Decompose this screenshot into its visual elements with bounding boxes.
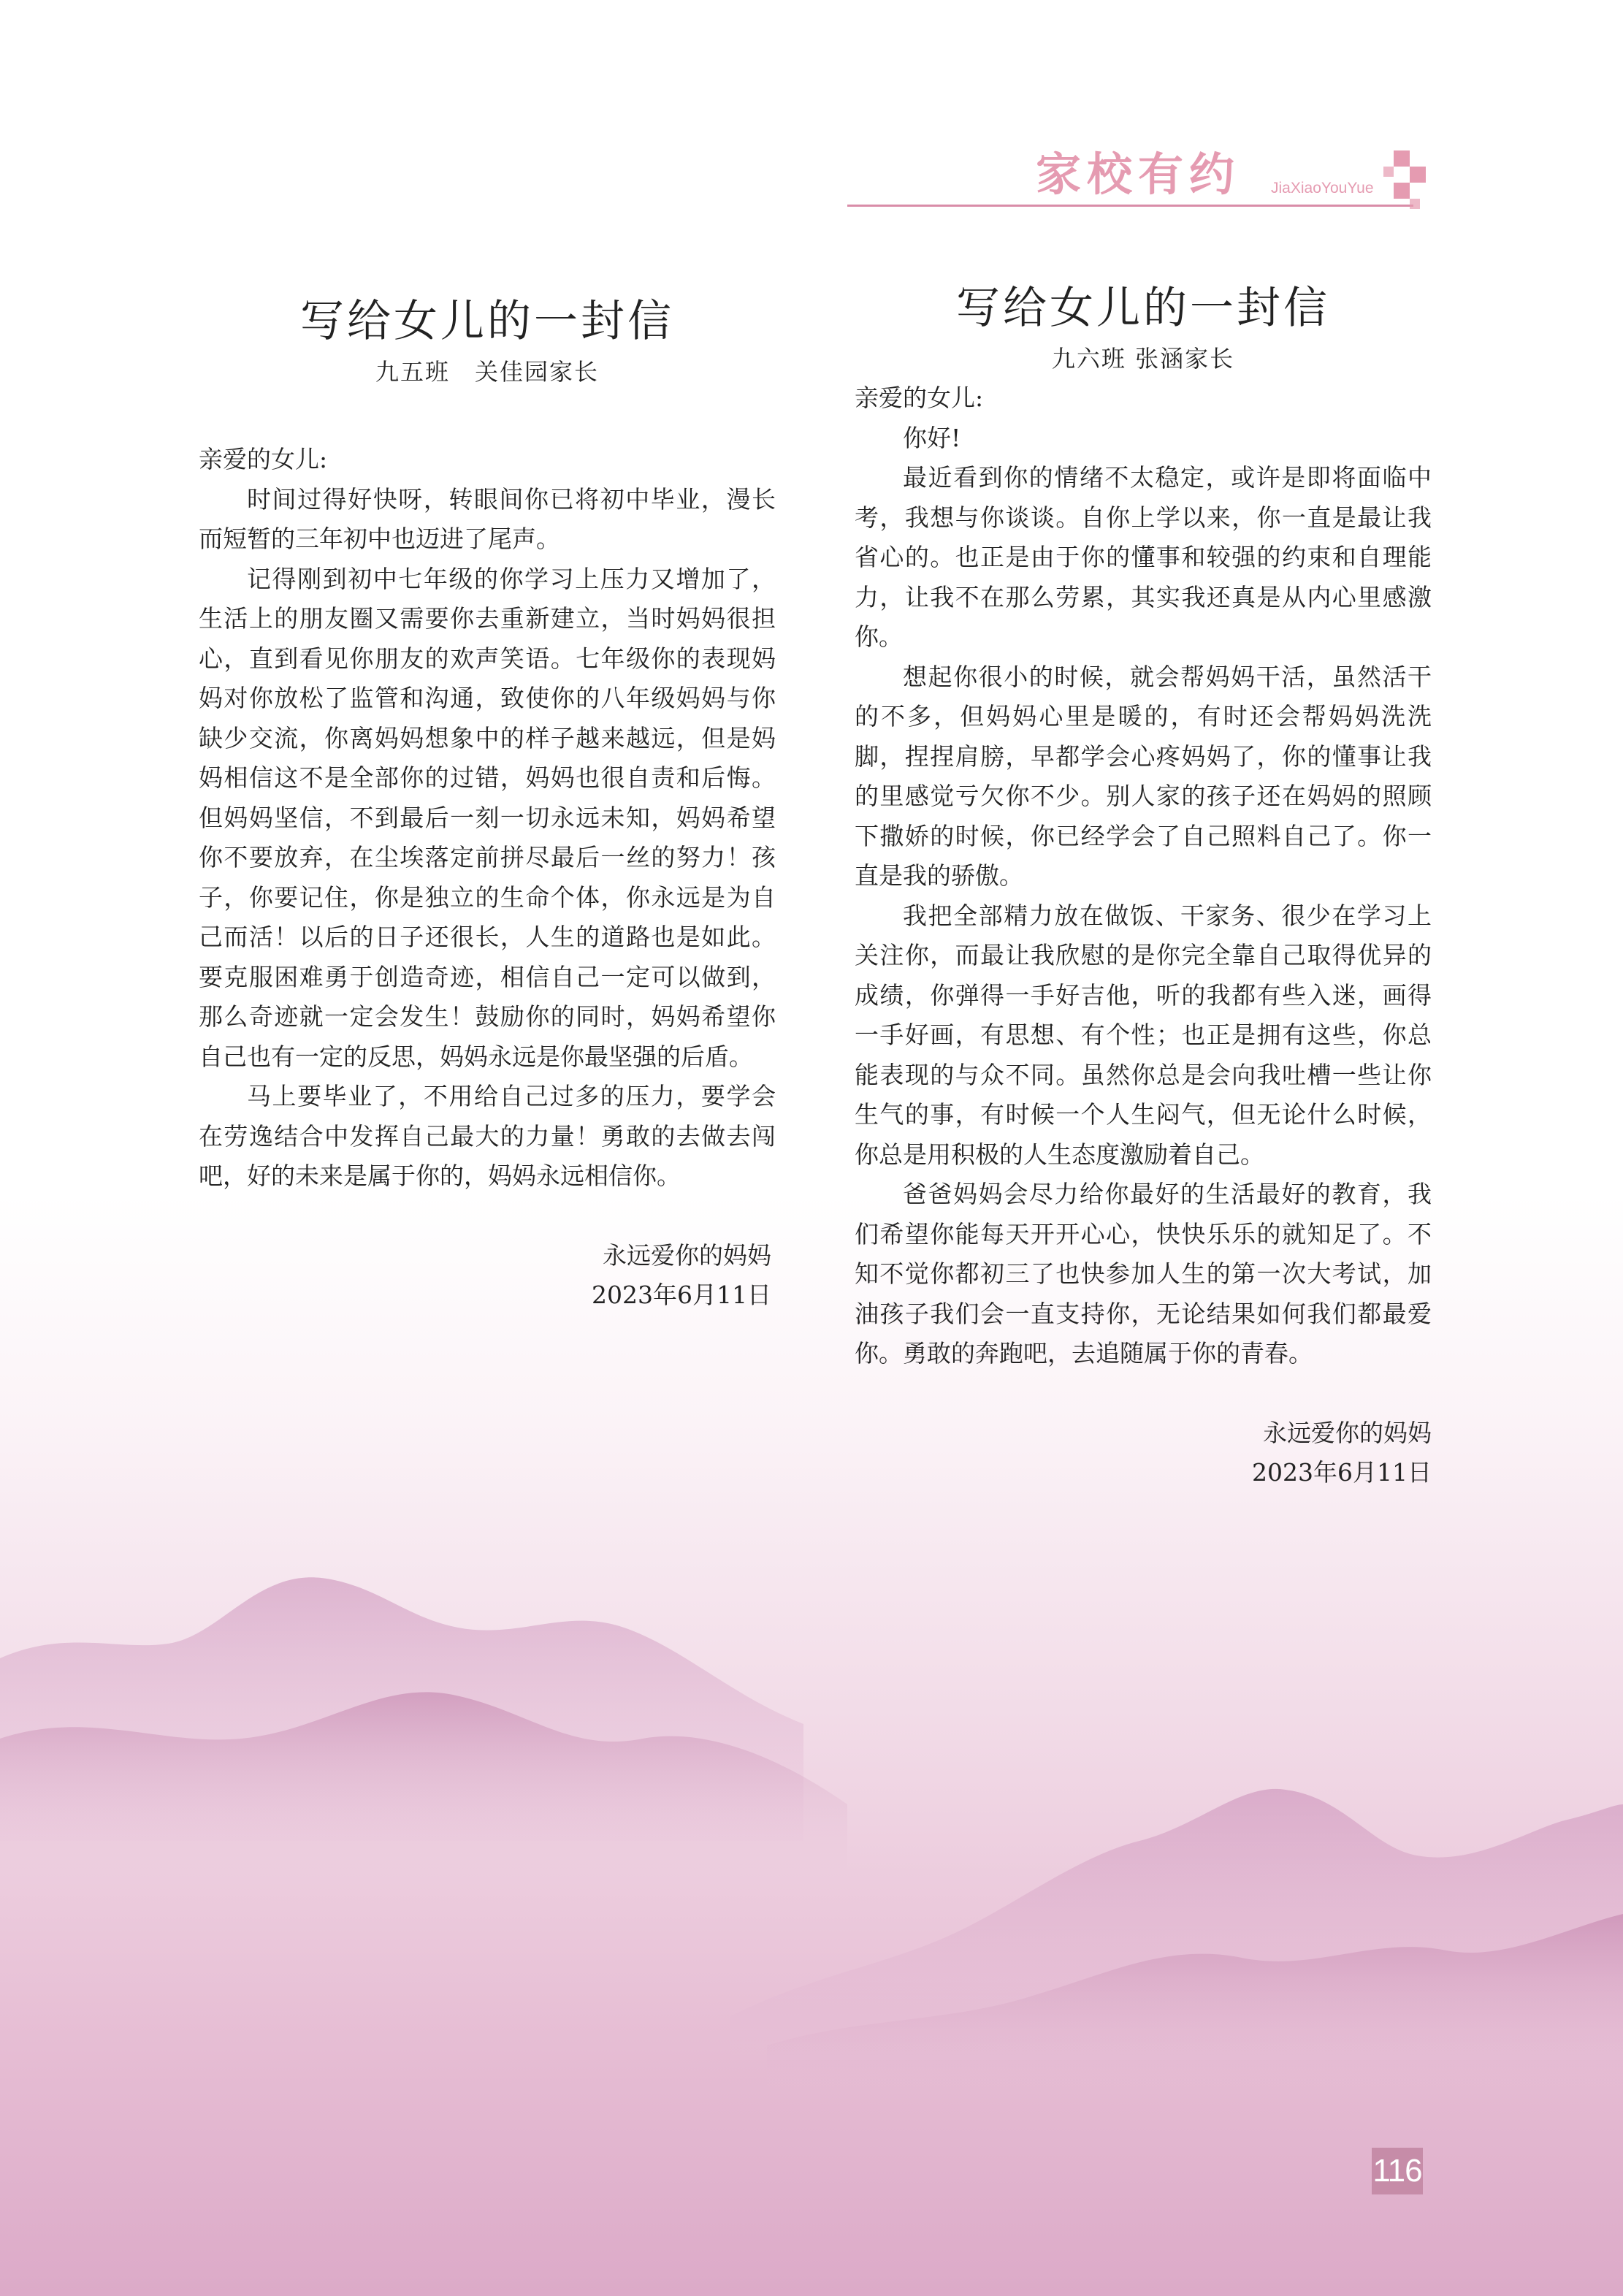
letter-paragraph: 马上要毕业了，不用给自己过多的压力，要学会在劳逸结合中发挥自己最大的力量！勇敢的去做去闯吧，好的未来是属于你的，妈妈永远相信你。 (199, 1082, 776, 1190)
letter-left (199, 291, 776, 1316)
letter-author: 九六班 张涵家长 (1051, 345, 1235, 373)
letter-greeting: 亲爱的女儿: (855, 384, 984, 412)
letter-greeting: 亲爱的女儿: (199, 445, 328, 473)
section-header (847, 146, 1432, 219)
letter-paragraph: 想起你很小的时候，就会帮妈妈干活，虽然活干的不多，但妈妈心里是暖的，有时还会帮妈妈洗洗脚，捏捏肩膀，早都学会心疼妈妈了，你的懂事让我的里感觉亏欠你不少。别人家的孩子还在妈妈的照顾下撒娇的时候，你已经学会了自己照料自己了。你一直是我的骄傲。 (855, 662, 1432, 890)
letter-right (855, 278, 1432, 1493)
letter-signature: 永远爱你的妈妈 (1263, 1418, 1432, 1447)
section-title: 家校有约 (1036, 148, 1241, 201)
page-number: 116 (1372, 2148, 1423, 2194)
letter-title: 写给女儿的一封信 (300, 296, 674, 347)
letter-signature: 永远爱你的妈妈 (603, 1240, 771, 1270)
header-squares-decoration (1383, 150, 1430, 209)
letter-hello: 你好! (903, 423, 961, 452)
letter-title: 写给女儿的一封信 (956, 283, 1330, 334)
section-subtitle: JiaXiaoYouYue (1271, 180, 1374, 197)
letter-date: 2023年6月11日 (592, 1281, 771, 1309)
letter-author: 九五班 关佳园家长 (375, 358, 599, 386)
letter-date: 2023年6月11日 (1252, 1458, 1432, 1487)
letter-paragraph: 爸爸妈妈会尽力给你最好的生活最好的教育，我们希望你能每天开开心心，快快乐乐的就知足了。不知不觉你都初三了也快参加人生的第一次大考试，加油孩子我们会一直支持你，无论结果如何我们都最爱你。勇敢的奔跑吧，去追随属于你的青春。 (855, 1180, 1432, 1368)
letter-paragraph: 记得刚到初中七年级的你学习上压力又增加了，生活上的朋友圈又需要你去重新建立，当时妈妈很担心，直到看见你朋友的欢声笑语。七年级你的表现妈妈对你放松了监管和沟通，致使你的八年级妈妈与你缺少交流，你离妈妈想象中的样子越来越远，但是妈妈相信这不是全部你的过错，妈妈也很自责和后悔。但妈妈坚信，不到最后一刻一切永远未知，妈妈希望你不要放弃，在尘埃落定前拼尽最后一丝的努力！孩子，你要记住，你是独立的生命个体，你永远是为自己而活！以后的日子还很长，人生的道路也是如此。要克服困难勇于创造奇迹，相信自己一定可以做到，那么奇迹就一定会发生！鼓励你的同时，妈妈希望你自己也有一定的反思，妈妈永远是你最坚强的后盾。 (199, 564, 776, 1071)
letter-paragraph: 我把全部精力放在做饭、干家务、很少在学习上关注你，而最让我欣慰的是你完全靠自己取得优异的成绩，你弹得一手好吉他，听的我都有些入迷，画得一手好画，有思想、有个性；也正是拥有这些，你总能表现的与众不同。虽然你总是会向我吐槽一些让你生气的事，有时候一个人生闷气，但无论什么时候，你总是用积极的人生态度激励着自己。 (855, 901, 1432, 1169)
header-rule (847, 205, 1413, 207)
letter-paragraph: 时间过得好快呀，转眼间你已将初中毕业，漫长而短暂的三年初中也迈进了尾声。 (199, 484, 776, 553)
letter-paragraph: 最近看到你的情绪不太稳定，或许是即将面临中考，我想与你谈谈。自你上学以来，你一直是最让我省心的。也正是由于你的懂事和较强的约束和自理能力，让我不在那么劳累，其实我还真是从内心里感激你。 (855, 463, 1432, 651)
